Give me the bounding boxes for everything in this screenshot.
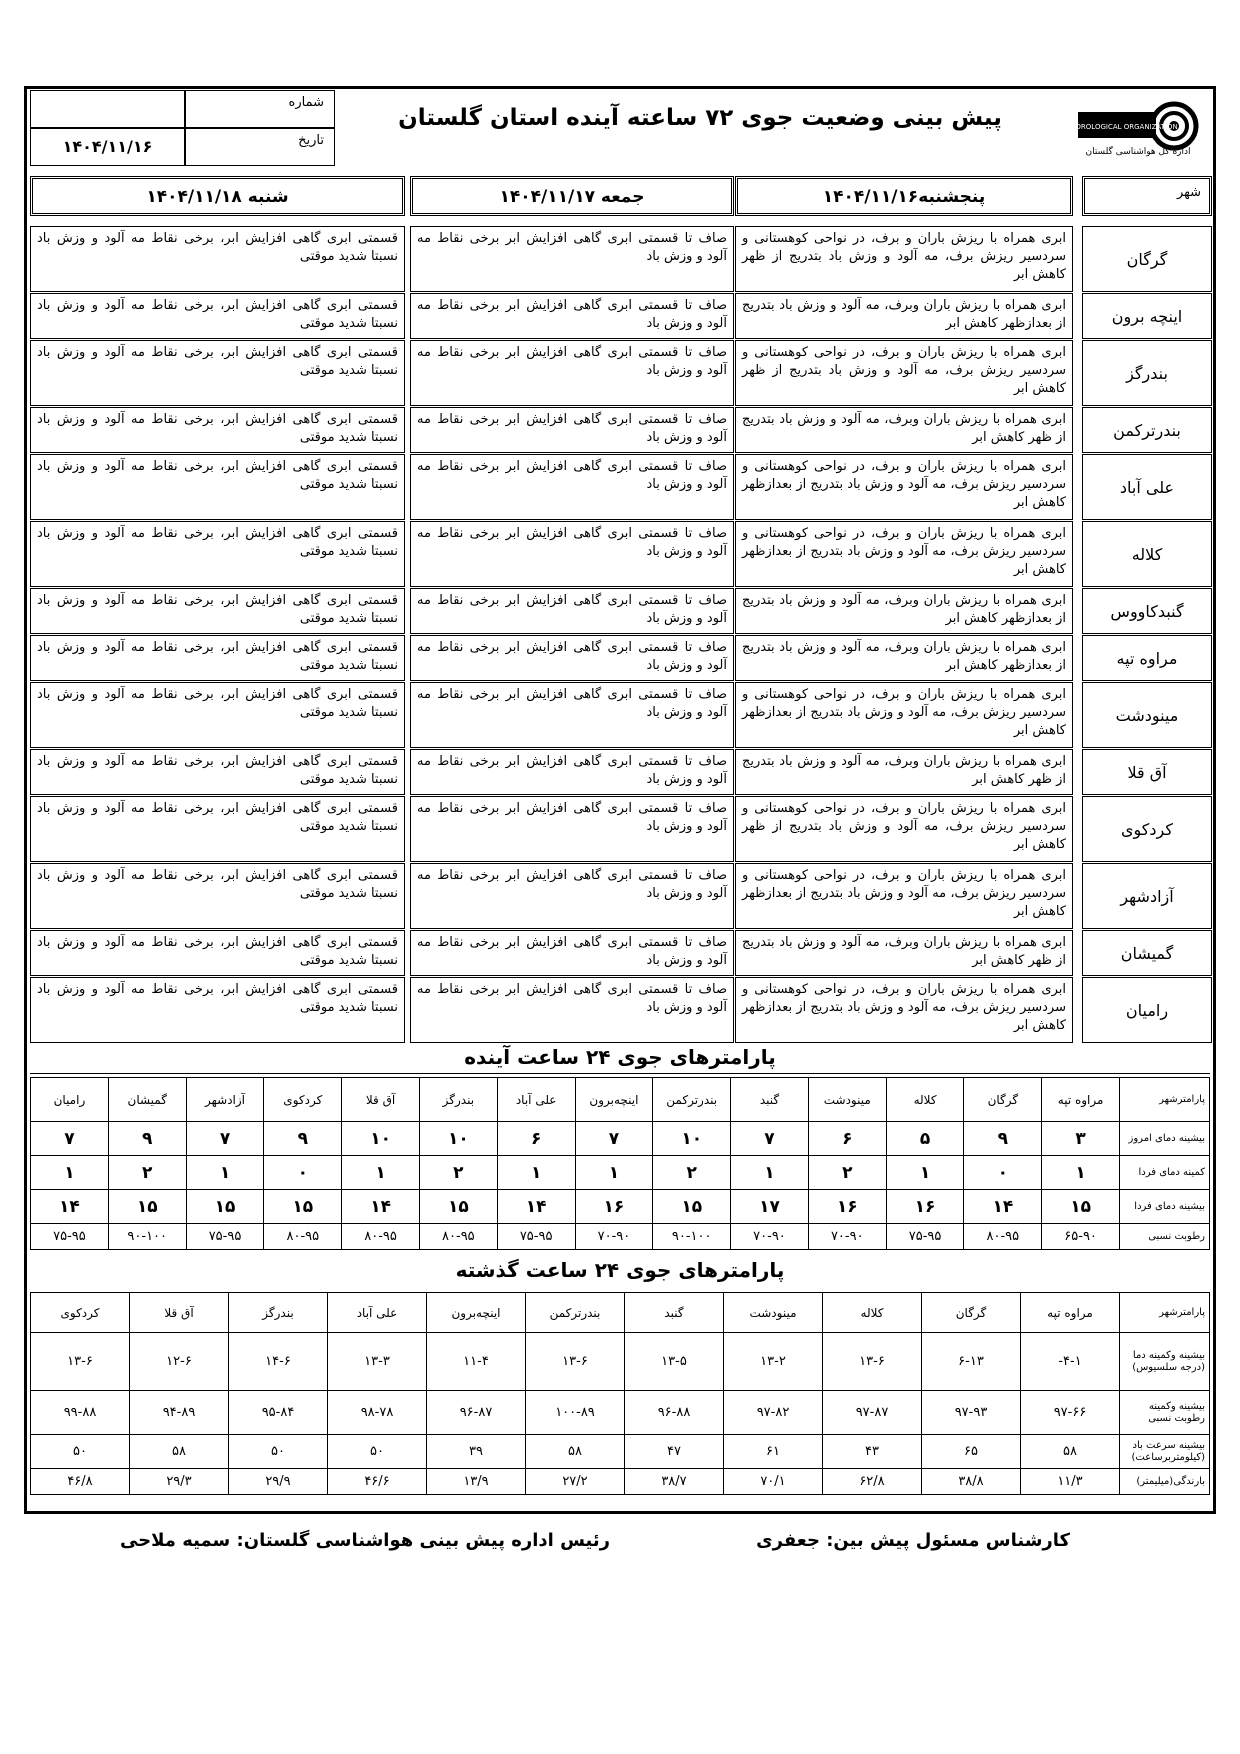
past24-param-label: بیشینه سرعت باد (کیلومتربرساعت) — [1120, 1435, 1210, 1469]
next24-value: ۱۵ — [1042, 1190, 1120, 1224]
next24-value: ۱ — [731, 1156, 809, 1190]
forecast-day3: قسمتی ابری گاهی افزایش ابر، برخی نقاط مه آلود و وزش باد نسبتا شدید موقتی — [30, 454, 405, 520]
next24-value: ۱۷ — [731, 1190, 809, 1224]
next24-city-header: گمیشان — [108, 1078, 186, 1122]
forecast-day3: قسمتی ابری گاهی افزایش ابر، برخی نقاط مه آلود و وزش باد نسبتا شدید موقتی — [30, 407, 405, 453]
next24-value: ۹۰-۱۰۰ — [108, 1224, 186, 1250]
next24-value: ۷۰-۹۰ — [731, 1224, 809, 1250]
past24-value: ۳۸/۸ — [922, 1469, 1021, 1495]
forecast-city: مینودشت — [1082, 682, 1212, 748]
past24-value: ۱۲-۶ — [130, 1333, 229, 1391]
next24-value: ۱۴ — [497, 1190, 575, 1224]
forecast-day2: صاف تا قسمتی ابری گاهی افزایش ابر برخی نقاط مه آلود و وزش باد — [410, 521, 734, 587]
date-value: ۱۴۰۴/۱۱/۱۶ — [30, 128, 185, 166]
next24-value: ۱۶ — [808, 1190, 886, 1224]
past24-value: ۴-۱- — [1021, 1333, 1120, 1391]
forecast-day1: ابری همراه با ریزش باران و برف، در نواحی کوهستانی و سردسیر ریزش برف، مه آلود و وزش باد بتدریج از ظهر کاهش ابر — [735, 226, 1073, 292]
past24-value: ۴۶/۸ — [31, 1469, 130, 1495]
next24-value: ۷۰-۹۰ — [808, 1224, 886, 1250]
next24-value: ۷۰-۹۰ — [575, 1224, 653, 1250]
past24-value: ۴۳ — [823, 1435, 922, 1469]
next24-value: ۱۰ — [653, 1122, 731, 1156]
forecast-day2: صاف تا قسمتی ابری گاهی افزایش ابر برخی نقاط مه آلود و وزش باد — [410, 977, 734, 1043]
past24-value: ۴۶/۶ — [328, 1469, 427, 1495]
svg-text:اداره کل هواشناسی گلستان: اداره کل هواشناسی گلستان — [1085, 147, 1191, 157]
past24-value: ۲۹/۳ — [130, 1469, 229, 1495]
next24-value: ۱ — [186, 1156, 264, 1190]
next24-value: ۵ — [886, 1122, 964, 1156]
forecast-day1: ابری همراه با ریزش باران و برف، در نواحی کوهستانی و سردسیر ریزش برف، مه آلود و وزش باد بتدریج از بعدازظهر کاهش ابر — [735, 977, 1073, 1043]
number-value-box — [30, 90, 185, 128]
next24-value: ۹۰-۱۰۰ — [653, 1224, 731, 1250]
forecast-city: آزادشهر — [1082, 863, 1212, 929]
next24-value: ۲ — [419, 1156, 497, 1190]
meteorological-organization-logo — [1056, 94, 1206, 160]
forecast-day3: قسمتی ابری گاهی افزایش ابر، برخی نقاط مه آلود و وزش باد نسبتا شدید موقتی — [30, 226, 405, 292]
forecast-day1: ابری همراه با ریزش باران و برف، در نواحی کوهستانی و سردسیر ریزش برف، مه آلود و وزش باد بتدریج از ظهر کاهش ابر — [735, 796, 1073, 862]
past24-value: ۹۷-۶۶ — [1021, 1391, 1120, 1435]
forecast-city: گنبدکاووس — [1082, 588, 1212, 634]
svg-text:METEOROLOGICAL ORGANIZATION: METEOROLOGICAL ORGANIZATION — [1056, 123, 1178, 131]
next24-param-label: بیشینه دمای امروز — [1120, 1122, 1210, 1156]
past24-value: ۱۳-۵ — [625, 1333, 724, 1391]
past24-value: ۷۰/۱ — [724, 1469, 823, 1495]
next24-city-header: علی آباد — [497, 1078, 575, 1122]
past24-param-label: بیشینه وکمینه دما (درجه سلسیوس) — [1120, 1333, 1210, 1391]
next24-table — [30, 1077, 1210, 1250]
past24-value: ۵۸ — [130, 1435, 229, 1469]
next24-value: ۷ — [575, 1122, 653, 1156]
forecast-day3: قسمتی ابری گاهی افزایش ابر، برخی نقاط مه آلود و وزش باد نسبتا شدید موقتی — [30, 588, 405, 634]
next24-city-header: اینچه‌برون — [575, 1078, 653, 1122]
forecast-day2: صاف تا قسمتی ابری گاهی افزایش ابر برخی نقاط مه آلود و وزش باد — [410, 340, 734, 406]
next24-value: ۷ — [731, 1122, 809, 1156]
next24-value: ۷۵-۹۵ — [186, 1224, 264, 1250]
next24-value: ۹ — [964, 1122, 1042, 1156]
next24-city-header: بندرگز — [419, 1078, 497, 1122]
forecast-day2: صاف تا قسمتی ابری گاهی افزایش ابر برخی نقاط مه آلود و وزش باد — [410, 293, 734, 339]
next24-value: ۰ — [964, 1156, 1042, 1190]
forecast-day3: قسمتی ابری گاهی افزایش ابر، برخی نقاط مه آلود و وزش باد نسبتا شدید موقتی — [30, 293, 405, 339]
forecast-day3: قسمتی ابری گاهی افزایش ابر، برخی نقاط مه آلود و وزش باد نسبتا شدید موقتی — [30, 796, 405, 862]
forecast-city: بندرگز — [1082, 340, 1212, 406]
forecast-day1: ابری همراه با ریزش باران و برف، در نواحی کوهستانی و سردسیر ریزش برف، مه آلود و وزش باد بتدریج از بعدازظهر کاهش ابر — [735, 863, 1073, 929]
next24-value: ۱ — [342, 1156, 420, 1190]
forecast-day1: ابری همراه با ریزش باران وبرف، مه آلود و وزش باد بتدریج از بعدازظهر کاهش ابر — [735, 635, 1073, 681]
next24-value: ۷ — [31, 1122, 109, 1156]
forecast-city: علی آباد — [1082, 454, 1212, 520]
next24-value: ۷۵-۹۵ — [497, 1224, 575, 1250]
next24-value: ۱۴ — [342, 1190, 420, 1224]
forecast-city: گمیشان — [1082, 930, 1212, 976]
forecast-day3: قسمتی ابری گاهی افزایش ابر، برخی نقاط مه آلود و وزش باد نسبتا شدید موقتی — [30, 635, 405, 681]
past24-param-label: بیشینه وکمینه رطوبت نسبی — [1120, 1391, 1210, 1435]
past24-value: ۱۰۰-۸۹ — [526, 1391, 625, 1435]
next24-value: ۱۵ — [186, 1190, 264, 1224]
past24-value: ۵۰ — [328, 1435, 427, 1469]
forecast-day1: ابری همراه با ریزش باران وبرف، مه آلود و وزش باد بتدریج از ظهر کاهش ابر — [735, 749, 1073, 795]
next24-value: ۹ — [108, 1122, 186, 1156]
forecast-day3: قسمتی ابری گاهی افزایش ابر، برخی نقاط مه آلود و وزش باد نسبتا شدید موقتی — [30, 521, 405, 587]
next24-value: ۱ — [575, 1156, 653, 1190]
forecast-day1: ابری همراه با ریزش باران وبرف، مه آلود و وزش باد بتدریج از بعدازظهر کاهش ابر — [735, 588, 1073, 634]
forecast-city: اینچه برون — [1082, 293, 1212, 339]
past24-value: ۱۱/۳ — [1021, 1469, 1120, 1495]
next24-value: ۲ — [653, 1156, 731, 1190]
next24-value: ۷ — [186, 1122, 264, 1156]
past24-value: ۹۵-۸۴ — [229, 1391, 328, 1435]
forecast-day3: قسمتی ابری گاهی افزایش ابر، برخی نقاط مه آلود و وزش باد نسبتا شدید موقتی — [30, 682, 405, 748]
next24-param-label: رطوبت نسبی — [1120, 1224, 1210, 1250]
forecast-day3: قسمتی ابری گاهی افزایش ابر، برخی نقاط مه آلود و وزش باد نسبتا شدید موقتی — [30, 340, 405, 406]
past24-value: ۵۸ — [526, 1435, 625, 1469]
next24-value: ۱۵ — [419, 1190, 497, 1224]
next24-value: ۱۶ — [886, 1190, 964, 1224]
forecast-day2: صاف تا قسمتی ابری گاهی افزایش ابر برخی نقاط مه آلود و وزش باد — [410, 588, 734, 634]
past24-city-header: آق قلا — [130, 1293, 229, 1333]
next24-value: ۲ — [108, 1156, 186, 1190]
next24-corner: پارامترشهر — [1120, 1078, 1210, 1122]
forecast-city: کردکوی — [1082, 796, 1212, 862]
past24-value: ۵۰ — [229, 1435, 328, 1469]
forecast-day2: صاف تا قسمتی ابری گاهی افزایش ابر برخی نقاط مه آلود و وزش باد — [410, 749, 734, 795]
past24-value: ۳۸/۷ — [625, 1469, 724, 1495]
next24-value: ۰ — [264, 1156, 342, 1190]
past24-value: ۶۵ — [922, 1435, 1021, 1469]
past24-value: ۹۴-۸۹ — [130, 1391, 229, 1435]
past24-city-header: مراوه تپه — [1021, 1293, 1120, 1333]
past24-value: ۱۳-۶ — [823, 1333, 922, 1391]
forecast-day2: صاف تا قسمتی ابری گاهی افزایش ابر برخی نقاط مه آلود و وزش باد — [410, 407, 734, 453]
date-label: تاریخ — [185, 128, 335, 166]
next24-param-label: کمینه دمای فردا — [1120, 1156, 1210, 1190]
next24-city-header: گنبد — [731, 1078, 809, 1122]
next24-value: ۶۵-۹۰ — [1042, 1224, 1120, 1250]
next24-value: ۱ — [886, 1156, 964, 1190]
next24-value: ۹ — [264, 1122, 342, 1156]
forecast-day1: ابری همراه با ریزش باران و برف، در نواحی کوهستانی و سردسیر ریزش برف، مه آلود و وزش باد بتدریج از ظهر کاهش ابر — [735, 340, 1073, 406]
next24-value: ۱۵ — [264, 1190, 342, 1224]
forecast-city: بندرترکمن — [1082, 407, 1212, 453]
day-header-3: شنبه ۱۴۰۴/۱۱/۱۸ — [30, 176, 405, 216]
next24-value: ۶ — [497, 1122, 575, 1156]
next24-value: ۶ — [808, 1122, 886, 1156]
past24-value: ۹۷-۸۷ — [823, 1391, 922, 1435]
forecast-day3: قسمتی ابری گاهی افزایش ابر، برخی نقاط مه آلود و وزش باد نسبتا شدید موقتی — [30, 977, 405, 1043]
next24-city-header: بندرترکمن — [653, 1078, 731, 1122]
forecast-day2: صاف تا قسمتی ابری گاهی افزایش ابر برخی نقاط مه آلود و وزش باد — [410, 454, 734, 520]
next24-value: ۱۵ — [653, 1190, 731, 1224]
forecast-day1: ابری همراه با ریزش باران و برف، در نواحی کوهستانی و سردسیر ریزش برف، مه آلود و وزش باد بتدریج از بعدازظهر کاهش ابر — [735, 682, 1073, 748]
past24-city-header: مینودشت — [724, 1293, 823, 1333]
next24-value: ۱ — [1042, 1156, 1120, 1190]
forecast-day1: ابری همراه با ریزش باران و برف، در نواحی کوهستانی و سردسیر ریزش برف، مه آلود و وزش باد بتدریج از بعدازظهر کاهش ابر — [735, 521, 1073, 587]
forecast-day1: ابری همراه با ریزش باران و برف، در نواحی کوهستانی و سردسیر ریزش برف، مه آلود و وزش باد بتدریج از بعدازظهر کاهش ابر — [735, 454, 1073, 520]
past24-city-header: گرگان — [922, 1293, 1021, 1333]
past24-value: ۵۰ — [31, 1435, 130, 1469]
next24-value: ۱ — [31, 1156, 109, 1190]
forecast-city: مراوه تپه — [1082, 635, 1212, 681]
past24-city-header: علی آباد — [328, 1293, 427, 1333]
forecast-city: آق قلا — [1082, 749, 1212, 795]
next24-value: ۸۰-۹۵ — [419, 1224, 497, 1250]
past24-value: ۱۳-۶ — [31, 1333, 130, 1391]
past24-value: ۴۷ — [625, 1435, 724, 1469]
next24-value: ۱۰ — [419, 1122, 497, 1156]
past24-value: ۹۷-۸۲ — [724, 1391, 823, 1435]
past24-city-header: کلاله — [823, 1293, 922, 1333]
past24-value: ۲۷/۲ — [526, 1469, 625, 1495]
past24-value: ۳۹ — [427, 1435, 526, 1469]
past24-city-header: اینچه‌برون — [427, 1293, 526, 1333]
past24-city-header: کردکوی — [31, 1293, 130, 1333]
next24-city-header: مینودشت — [808, 1078, 886, 1122]
next24-value: ۸۰-۹۵ — [342, 1224, 420, 1250]
past24-value: ۱۳-۶ — [526, 1333, 625, 1391]
past24-corner: پارامترشهر — [1120, 1293, 1210, 1333]
past24-city-header: گنبد — [625, 1293, 724, 1333]
next24-param-label: بیشینه دمای فردا — [1120, 1190, 1210, 1224]
forecast-day2: صاف تا قسمتی ابری گاهی افزایش ابر برخی نقاط مه آلود و وزش باد — [410, 682, 734, 748]
next24-city-header: آزادشهر — [186, 1078, 264, 1122]
forecast-city: گرگان — [1082, 226, 1212, 292]
next24-value: ۸۰-۹۵ — [964, 1224, 1042, 1250]
past24-value: ۶۲/۸ — [823, 1469, 922, 1495]
past24-title: پارامترهای جوی ۲۴ ساعت گذشته — [455, 1258, 785, 1282]
forecast-city: کلاله — [1082, 521, 1212, 587]
next24-value: ۱۶ — [575, 1190, 653, 1224]
next24-value: ۱ — [497, 1156, 575, 1190]
city-column-header: شهر — [1082, 176, 1212, 216]
next24-value: ۱۵ — [108, 1190, 186, 1224]
past24-value: ۱۳/۹ — [427, 1469, 526, 1495]
next24-city-header: آق قلا — [342, 1078, 420, 1122]
next24-title: پارامترهای جوی ۲۴ ساعت آینده — [30, 1040, 1210, 1074]
head-signature: رئیس اداره پیش بینی هواشناسی گلستان: سمیه ملاحی — [119, 1530, 610, 1551]
next24-value: ۳ — [1042, 1122, 1120, 1156]
next24-value: ۱۰ — [342, 1122, 420, 1156]
past24-value: ۹۸-۷۸ — [328, 1391, 427, 1435]
logo-icon — [1056, 94, 1206, 160]
past24-city-header: بندرترکمن — [526, 1293, 625, 1333]
past24-value: ۱۳-۲ — [724, 1333, 823, 1391]
forecast-day2: صاف تا قسمتی ابری گاهی افزایش ابر برخی نقاط مه آلود و وزش باد — [410, 635, 734, 681]
number-label: شماره — [185, 90, 335, 128]
forecast-day3: قسمتی ابری گاهی افزایش ابر، برخی نقاط مه آلود و وزش باد نسبتا شدید موقتی — [30, 930, 405, 976]
past24-param-label: بارندگی(میلیمتر) — [1120, 1469, 1210, 1495]
forecast-day1: ابری همراه با ریزش باران وبرف، مه آلود و وزش باد بتدریج از بعدازظهر کاهش ابر — [735, 293, 1073, 339]
next24-city-header: کلاله — [886, 1078, 964, 1122]
page-title: پیش بینی وضعیت جوی ۷۲ ساعته آینده استان گلستان — [398, 105, 1002, 131]
next24-city-header: کردکوی — [264, 1078, 342, 1122]
past24-value: ۵۸ — [1021, 1435, 1120, 1469]
next24-city-header: مراوه تپه — [1042, 1078, 1120, 1122]
past24-value: ۹۶-۸۸ — [625, 1391, 724, 1435]
forecast-day3: قسمتی ابری گاهی افزایش ابر، برخی نقاط مه آلود و وزش باد نسبتا شدید موقتی — [30, 749, 405, 795]
next24-value: ۱۴ — [31, 1190, 109, 1224]
past24-value: ۱۴-۶ — [229, 1333, 328, 1391]
forecaster-signature: کارشناس مسئول پیش بین: جعفری — [756, 1530, 1070, 1551]
forecast-day2: صاف تا قسمتی ابری گاهی افزایش ابر برخی نقاط مه آلود و وزش باد — [410, 863, 734, 929]
forecast-day2: صاف تا قسمتی ابری گاهی افزایش ابر برخی نقاط مه آلود و وزش باد — [410, 930, 734, 976]
past24-value: ۱۱-۴ — [427, 1333, 526, 1391]
past24-value: ۲۹/۹ — [229, 1469, 328, 1495]
forecast-day1: ابری همراه با ریزش باران وبرف، مه آلود و وزش باد بتدریج از ظهر کاهش ابر — [735, 930, 1073, 976]
past24-table — [30, 1292, 1210, 1495]
next24-value: ۱۴ — [964, 1190, 1042, 1224]
next24-value: ۷۵-۹۵ — [31, 1224, 109, 1250]
day-header-2: جمعه ۱۴۰۴/۱۱/۱۷ — [410, 176, 734, 216]
past24-value: ۶-۱۳ — [922, 1333, 1021, 1391]
past24-city-header: بندرگز — [229, 1293, 328, 1333]
forecast-day2: صاف تا قسمتی ابری گاهی افزایش ابر برخی نقاط مه آلود و وزش باد — [410, 226, 734, 292]
next24-value: ۷۵-۹۵ — [886, 1224, 964, 1250]
forecast-day3: قسمتی ابری گاهی افزایش ابر، برخی نقاط مه آلود و وزش باد نسبتا شدید موقتی — [30, 863, 405, 929]
past24-value: ۶۱ — [724, 1435, 823, 1469]
forecast-day2: صاف تا قسمتی ابری گاهی افزایش ابر برخی نقاط مه آلود و وزش باد — [410, 796, 734, 862]
next24-city-header: گرگان — [964, 1078, 1042, 1122]
forecast-city: رامیان — [1082, 977, 1212, 1043]
next24-city-header: رامیان — [31, 1078, 109, 1122]
next24-value: ۸۰-۹۵ — [264, 1224, 342, 1250]
next24-value: ۲ — [808, 1156, 886, 1190]
forecast-day1: ابری همراه با ریزش باران وبرف، مه آلود و وزش باد بتدریج از ظهر کاهش ابر — [735, 407, 1073, 453]
past24-value: ۱۳-۳ — [328, 1333, 427, 1391]
day-header-1: پنجشنبه۱۴۰۴/۱۱/۱۶ — [735, 176, 1073, 216]
past24-value: ۹۶-۸۷ — [427, 1391, 526, 1435]
past24-value: ۹۷-۹۳ — [922, 1391, 1021, 1435]
past24-value: ۹۹-۸۸ — [31, 1391, 130, 1435]
